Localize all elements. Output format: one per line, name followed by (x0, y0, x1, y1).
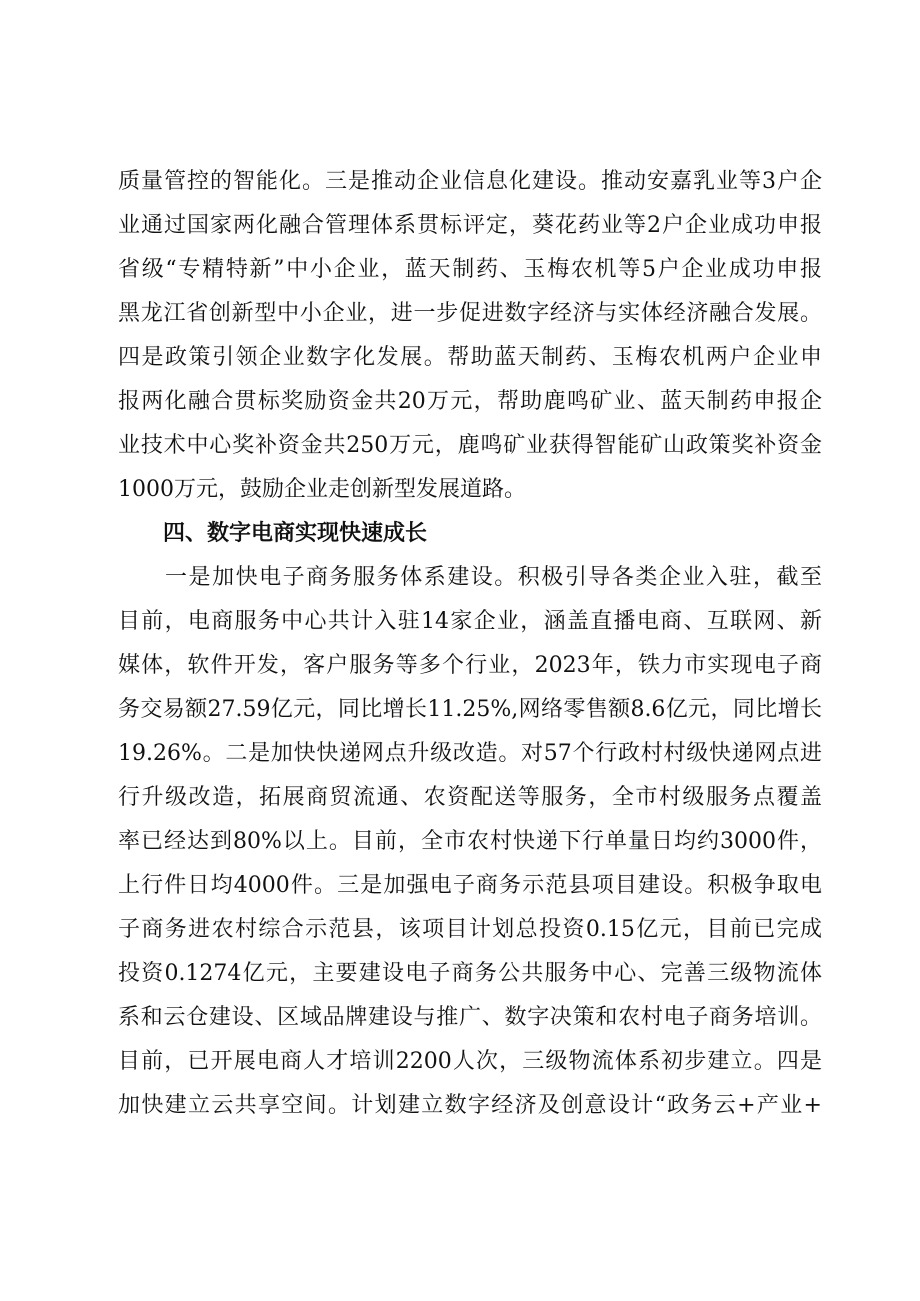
section-heading: 四、数字电商实现快速成长 (163, 521, 428, 546)
body-text-line: 系和云仓建设、区域品牌建设与推广、数字决策和农村电子商务培训。 (118, 1005, 822, 1030)
body-text-line: 报两化融合贯标奖励资金共20万元，帮助鹿鸣矿业、蓝天制药申报企 (118, 389, 822, 414)
body-text-line: 四是政策引领企业数字化发展。帮助蓝天制药、玉梅农机两户企业申 (118, 345, 822, 370)
body-text-line: 目前，电商服务中心共计入驻14家企业，涵盖直播电商、互联网、新 (118, 609, 822, 634)
body-text-line: 黑龙江省创新型中小企业，进一步促进数字经济与实体经济融合发展。 (118, 301, 822, 326)
body-text-line: 1000万元，鼓励企业走创新型发展道路。 (118, 477, 526, 502)
body-text-line: 19.26%。二是加快快递网点升级改造。对57个行政村村级快递网点进 (118, 741, 822, 766)
body-text-line: 目前，已开展电商人才培训2200人次，三级物流体系初步建立。四是 (118, 1049, 822, 1074)
body-text-line: 媒体，软件开发，客户服务等多个行业，2023年，铁力市实现电子商 (118, 653, 822, 678)
body-text-line: 行升级改造，拓展商贸流通、农资配送等服务，全市村级服务点覆盖 (118, 785, 822, 810)
body-text-line: 质量管控的智能化。三是推动企业信息化建设。推动安嘉乳业等3户企 (118, 169, 822, 194)
body-text-line: 上行件日均4000件。三是加强电子商务示范县项目建设。积极争取电 (118, 873, 822, 898)
body-text-line: 加快建立云共享空间。计划建立数字经济及创意设计“政务云+产业+ (118, 1093, 822, 1118)
body-text-line: 业通过国家两化融合管理体系贯标评定，葵花药业等2户企业成功申报 (118, 213, 822, 238)
body-text-line: 省级“专精特新”中小企业，蓝天制药、玉梅农机等5户企业成功申报 (118, 257, 822, 282)
body-text-line: 业技术中心奖补资金共250万元，鹿鸣矿业获得智能矿山政策奖补资金 (118, 433, 822, 458)
body-text-line: 子商务进农村综合示范县，该项目计划总投资0.15亿元，目前已完成 (118, 917, 822, 942)
body-text-line: 投资0.1274亿元，主要建设电子商务公共服务中心、完善三级物流体 (118, 961, 822, 986)
body-text-line: 务交易额27.59亿元，同比增长11.25%,网络零售额8.6亿元，同比增长 (118, 697, 822, 722)
body-text-line: 一是加快电子商务服务体系建设。积极引导各类企业入驻，截至 (118, 565, 822, 590)
body-text-line: 率已经达到80%以上。目前，全市农村快递下行单量日均约3000件， (118, 829, 822, 854)
